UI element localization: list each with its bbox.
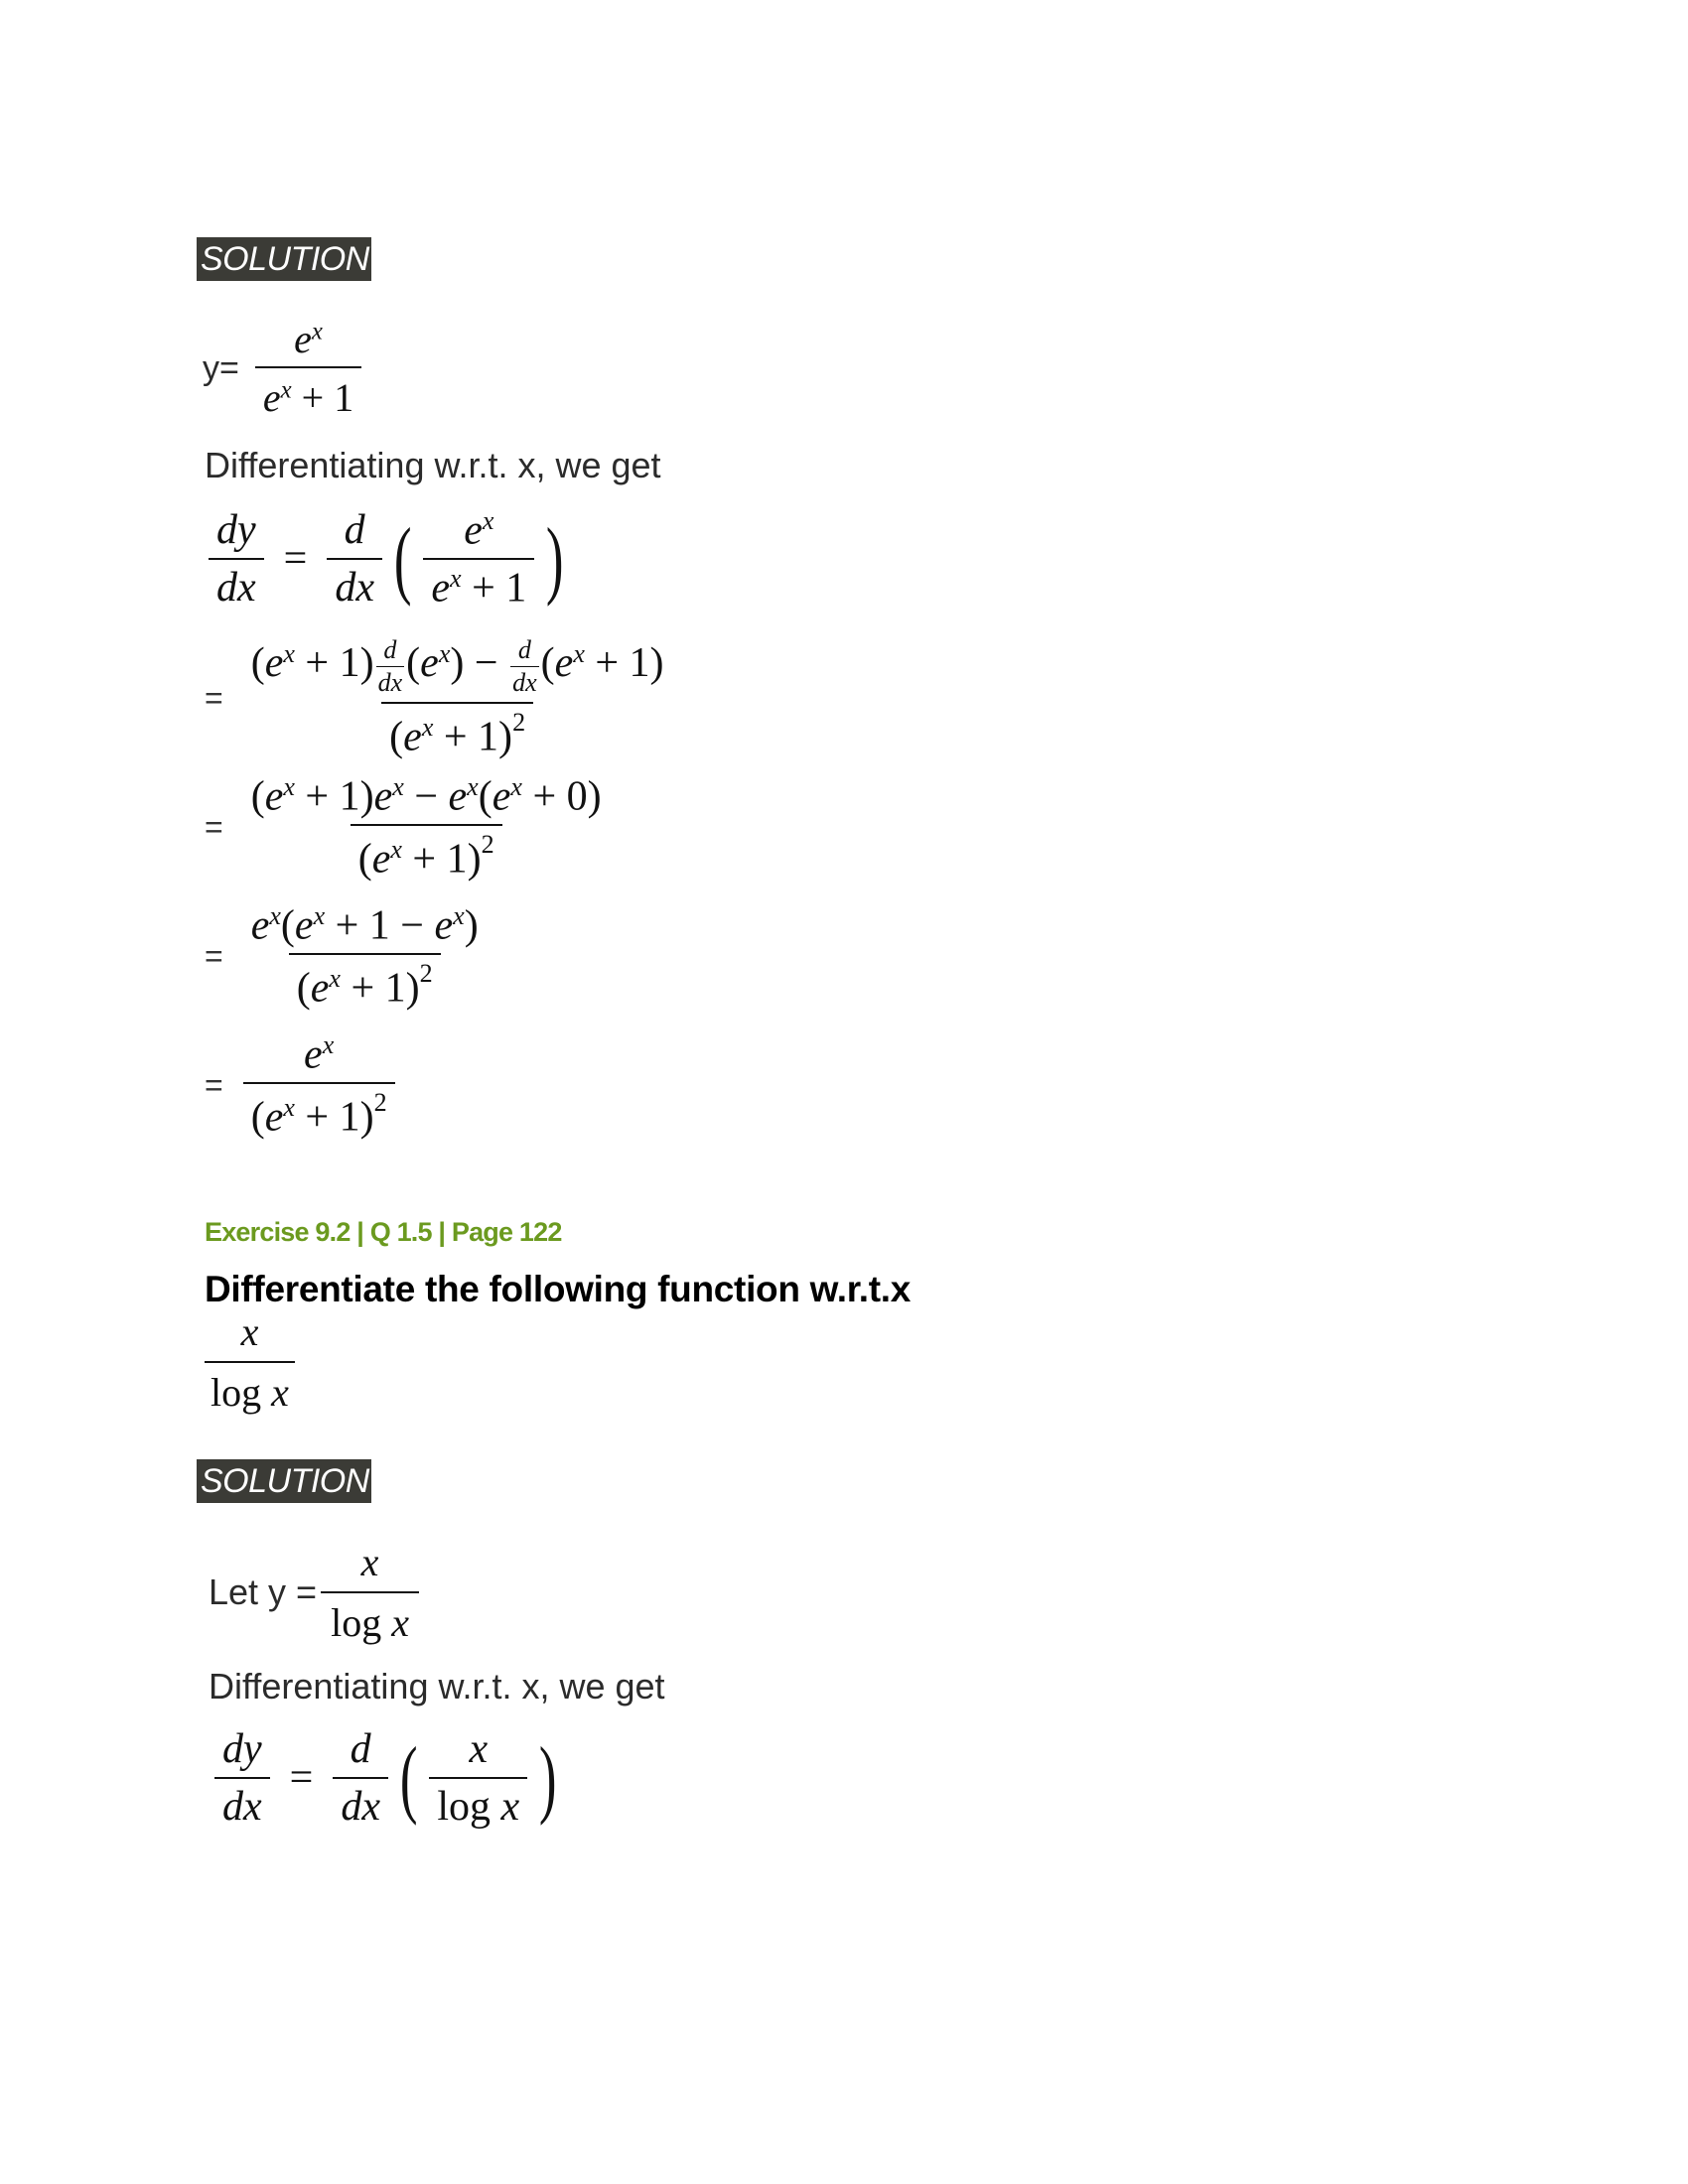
- given-equation: [203, 316, 367, 421]
- given-prefix: y=: [203, 348, 239, 387]
- intro-text: Differentiating w.r.t. x, we get: [209, 1666, 665, 1706]
- given-fraction: $\frac{x}{\text{log x}}$: [321, 1539, 419, 1646]
- given-equation: [209, 1539, 425, 1646]
- step-2: = $(e^x + 1)$ $\frac{d}{dx}$ $(e^x)$ − $\frac{d}{dx}$ $(e^x + 1)$ $(e^x + 1)^2$: [205, 635, 664, 760]
- question-title: Differentiate the following function w.r.t.x: [205, 1269, 912, 1309]
- given-prefix: Let y =: [209, 1571, 318, 1612]
- step-5-result: = $\frac{e^x}{(e^x + 1)^2}$: [205, 1030, 401, 1142]
- step-4: = $\frac{e^x(e^x + 1 - e^x)}{(e^x + 1)^2}$: [205, 901, 479, 1012]
- given-fraction: $\frac{e^x}{e^x + 1}$: [255, 316, 361, 421]
- solution-badge: SOLUTION: [197, 1459, 371, 1503]
- step-3: = $\frac{(e^x + 1)e^x - e^x(e^x + 0)}{(e^x + 1)^2}$: [205, 772, 602, 883]
- question-function: $\frac{x}{\text{log x}}$: [205, 1308, 295, 1416]
- intro-text: Differentiating w.r.t. x, we get: [205, 445, 661, 485]
- solution-badge: SOLUTION: [197, 237, 371, 281]
- step-1: $\frac{dy}{dx}$ = $\frac{d}{dx}$ ( $\frac{x}{\text{log x}}$ ): [209, 1725, 563, 1831]
- exercise-reference: Exercise 9.2 | Q 1.5 | Page 122: [205, 1217, 562, 1247]
- step-1: $\frac{dy}{dx}$ = $\frac{d}{dx}$ ( $\frac{e^x}{e^x + 1}$ ): [203, 506, 570, 613]
